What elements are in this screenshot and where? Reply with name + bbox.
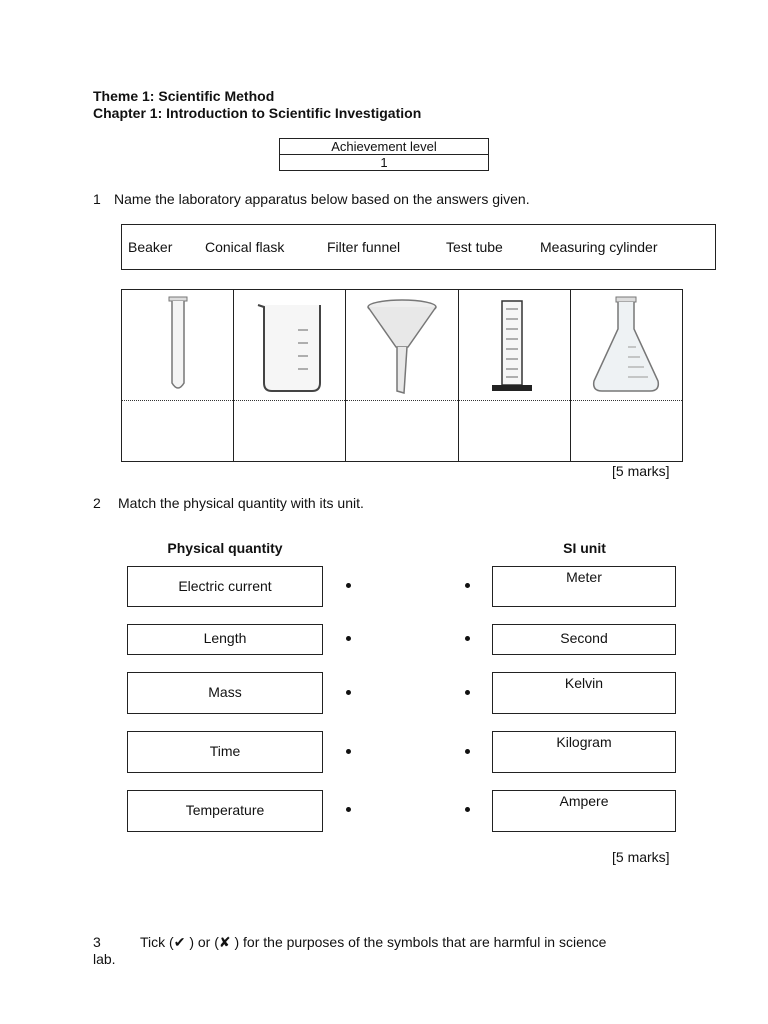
theme-title: Theme 1: Scientific Method [93,88,275,104]
chapter-title: Chapter 1: Introduction to Scientific Investigation [93,105,422,121]
match-dot-left[interactable] [346,749,351,754]
quantity-box: Time [127,731,323,773]
answer-blank[interactable] [346,401,458,462]
beaker-icon [250,295,330,395]
answer-option: Beaker [128,239,173,255]
achievement-value: 1 [280,155,489,171]
answer-blank[interactable] [458,401,570,462]
apparatus-cell [122,290,234,401]
apparatus-table [121,289,683,462]
quantity-box: Mass [127,672,323,714]
quantity-box: Temperature [127,790,323,832]
quantity-box: Electric current [127,566,323,607]
answer-blank[interactable] [570,401,682,462]
match-dot-left[interactable] [346,807,351,812]
answer-option: Filter funnel [327,239,401,255]
q2-number: 2 [93,495,101,511]
unit-box: Kelvin [492,672,676,714]
test-tube-icon [163,295,193,395]
q2-marks: [5 marks] [612,849,670,865]
answer-option: Measuring cylinder [540,239,658,255]
unit-box: Meter [492,566,676,607]
unit-box: Kilogram [492,731,676,773]
q1-answer-bank [121,224,716,270]
q3-text-continued: lab. [93,951,116,967]
apparatus-cell [570,290,682,401]
answer-option: Test tube [446,239,503,255]
apparatus-cell [458,290,570,401]
achievement-table [279,138,489,171]
q2-text: Match the physical quantity with its unit. [118,495,364,511]
q1-number: 1 [93,191,101,207]
apparatus-cell [346,290,458,401]
q3-number: 3 [93,934,101,950]
measuring-cylinder-icon [484,295,544,395]
achievement-label: Achievement level [280,139,489,155]
q1-marks: [5 marks] [612,463,670,479]
answer-option: Conical flask [205,239,285,255]
quantity-box: Length [127,624,323,655]
match-dot-right[interactable] [465,807,470,812]
apparatus-cell [234,290,346,401]
answer-blank[interactable] [234,401,346,462]
match-dot-right[interactable] [465,749,470,754]
match-dot-left[interactable] [346,583,351,588]
match-dot-left[interactable] [346,690,351,695]
match-dot-left[interactable] [346,636,351,641]
unit-header: SI unit [563,540,606,556]
filter-funnel-icon [362,295,442,395]
unit-box: Second [492,624,676,655]
unit-box: Ampere [492,790,676,832]
q1-text: Name the laboratory apparatus below based on the answers given. [114,191,530,207]
match-dot-right[interactable] [465,690,470,695]
quantity-header: Physical quantity [167,540,283,556]
q3-text: Tick (✔ ) or (✘ ) for the purposes of the symbols that are harmful in science [140,934,607,950]
conical-flask-icon [586,295,666,395]
match-dot-right[interactable] [465,636,470,641]
answer-blank[interactable] [122,401,234,462]
match-dot-right[interactable] [465,583,470,588]
